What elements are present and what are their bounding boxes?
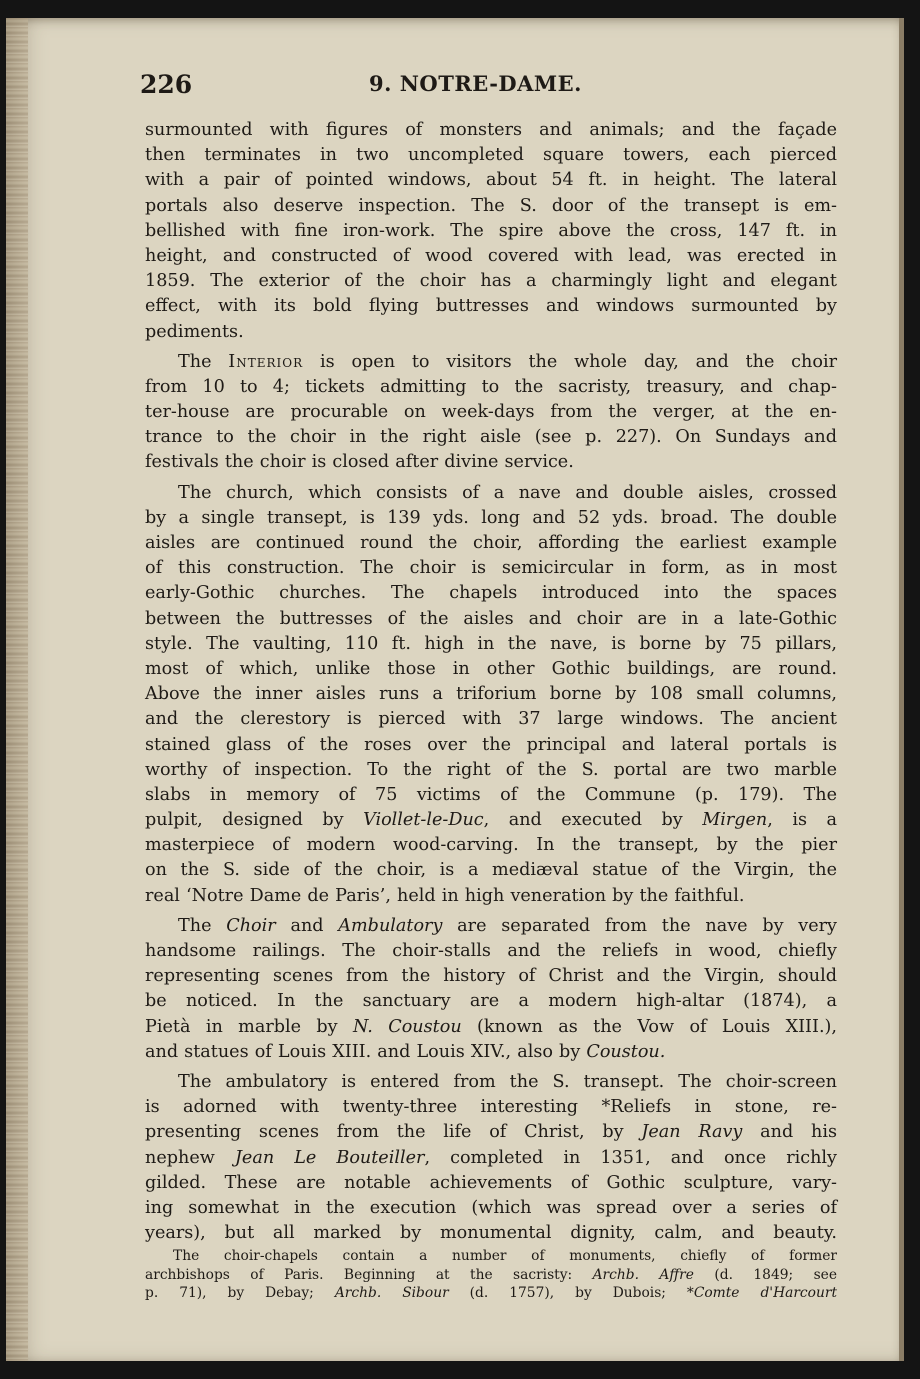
text-line: 1859. The exterior of the choir has a charmingly light and elegant (145, 271, 837, 292)
footnote (145, 1247, 837, 1303)
text-line: worthy of inspection. To the right of the S. portal are two marble (145, 759, 837, 780)
term: Choir (226, 915, 276, 936)
person-name: Coustou. (586, 1041, 666, 1062)
running-head (140, 70, 840, 100)
footnote-line: The choir-chapels contain a number of monuments, chiefly of former (173, 1248, 837, 1264)
footnote-line: p. 71), by Debay; Archb. Sibour (d. 1757), by Dubois; *Comte d'Harcourt (145, 1285, 837, 1301)
text-line: gilded. These are notable achievements of Gothic sculpture, vary- (145, 1172, 837, 1193)
text-line: The church, which consists of a nave and double aisles, crossed (178, 482, 837, 503)
text-line: of this construction. The choir is semicircular in form, as in most (145, 558, 837, 579)
page-edge (899, 18, 904, 1361)
text-line: years), but all marked by monumental dignity, calm, and beauty. (145, 1223, 837, 1244)
page-gutter (6, 18, 28, 1361)
text-line: effect, with its bold flying buttresses and windows surmounted by (145, 296, 837, 317)
interior-heading: Interior (228, 351, 304, 372)
footnote-line: archbishops of Paris. Beginning at the sacristy: Archb. Affre (d. 1849; see (145, 1266, 837, 1283)
person-name: Jean Le Bouteiller (234, 1147, 425, 1168)
chapter-title: 9. NOTRE-DAME. (369, 71, 582, 96)
text-line: handsome railings. The choir-stalls and the reliefs in wood, chiefly (145, 941, 837, 961)
text-line: by a single transept, is 139 yds. long and 52 yds. broad. The double (145, 507, 837, 528)
page-number: 226 (140, 70, 193, 99)
text-line: The Interior is open to visitors the whole day, and the choir (178, 351, 837, 372)
text-line: stained glass of the roses over the principal and lateral portals is (145, 734, 837, 755)
term: Ambulatory (338, 915, 443, 936)
person-name: Jean Ravy (641, 1122, 743, 1143)
text-line: ter-house are procurable on week-days from the verger, at the en- (145, 402, 837, 423)
person-name: N. Coustou (353, 1016, 462, 1037)
text-line: festivals the choir is closed after divine service. (145, 452, 574, 473)
text-line: Pietà in marble by N. Coustou (known as the Vow of Louis XIII.), (145, 1016, 837, 1037)
text-line: from 10 to 4; tickets admitting to the sacristy, treasury, and chap- (145, 376, 837, 397)
text-line: The Choir and Ambulatory are separated from the nave by very (178, 915, 837, 936)
text-line: and the clerestory is pierced with 37 large windows. The ancient (145, 709, 837, 730)
text-line: slabs in memory of 75 victims of the Commune (p. 179). The (145, 784, 837, 805)
text-line: pediments. (145, 321, 244, 342)
text-line: most of which, unlike those in other Gothic buildings, are round. (145, 658, 837, 679)
person-name: Archb. Sibour (334, 1285, 449, 1301)
person-name: Archb. Affre (592, 1266, 694, 1283)
text-line: be noticed. In the sanctuary are a modern high-altar (1874), a (145, 991, 837, 1012)
text-line: portals also deserve inspection. The S. door of the transept is em- (145, 195, 837, 216)
text-line: with a pair of pointed windows, about 54 ft. in height. The lateral (145, 170, 837, 191)
person-name: Mirgen (702, 810, 768, 831)
text-line: pulpit, designed by Viollet-le-Duc, and executed by Mirgen, is a (145, 810, 837, 831)
person-name: Viollet-le-Duc (363, 810, 484, 831)
body-text (145, 118, 837, 1246)
text-line: height, and constructed of wood covered with lead, was erected in (145, 245, 837, 266)
text-line: real ‘Notre Dame de Paris’, held in high veneration by the faithful. (145, 885, 745, 906)
text-line: surmounted with figures of monsters and animals; and the façade (145, 120, 837, 140)
text-line: nephew Jean Le Bouteiller, completed in 1351, and once richly (145, 1147, 837, 1168)
text-line: representing scenes from the history of Christ and the Virgin, should (145, 966, 837, 987)
text-line: The ambulatory is entered from the S. transept. The choir-screen (178, 1071, 837, 1092)
person-name: *Comte d'Harcourt (686, 1285, 837, 1301)
text-line: masterpiece of modern wood-carving. In the transept, by the pier (145, 835, 837, 856)
text-line: then terminates in two uncompleted square towers, each pierced (145, 145, 837, 166)
text-line: presenting scenes from the life of Christ, by Jean Ravy and his (145, 1122, 837, 1143)
text-line: on the S. side of the choir, is a mediæval statue of the Virgin, the (145, 860, 837, 881)
text-line: between the buttresses of the aisles and choir are in a late-Gothic (145, 608, 837, 629)
text-line: early-Gothic churches. The chapels introduced into the spaces (145, 583, 837, 604)
text-line: is adorned with twenty-three interesting *Reliefs in stone, re- (145, 1097, 837, 1118)
text-line: and statues of Louis XIII. and Louis XIV., also by Coustou. (145, 1041, 666, 1062)
text-line: bellished with fine iron-work. The spire above the cross, 147 ft. in (145, 220, 837, 241)
text-line: aisles are continued round the choir, affording the earliest example (145, 533, 837, 553)
text-line: trance to the choir in the right aisle (see p. 227). On Sundays and (145, 427, 837, 448)
text-line: style. The vaulting, 110 ft. high in the nave, is borne by 75 pillars, (145, 633, 837, 654)
text-line: Above the inner aisles runs a triforium borne by 108 small columns, (145, 684, 837, 705)
text-line: ing somewhat in the execution (which was spread over a series of (145, 1197, 837, 1218)
